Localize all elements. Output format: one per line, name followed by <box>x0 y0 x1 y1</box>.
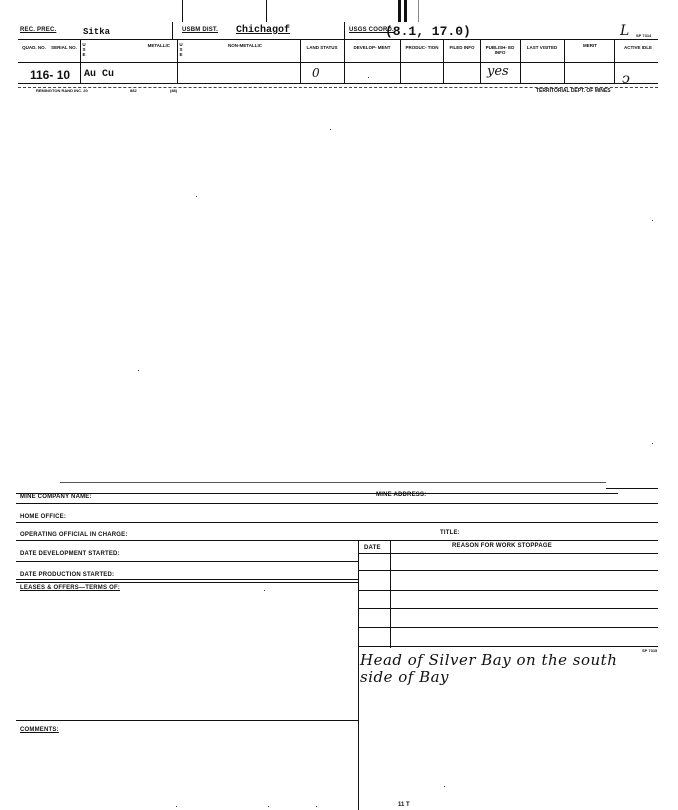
header-divider <box>344 22 345 40</box>
form-rule <box>16 540 658 541</box>
col-metallic: METALLIC <box>147 43 170 48</box>
col-use: U S E <box>82 42 86 57</box>
table-rule <box>358 627 658 628</box>
form-code: SP 7314 <box>636 33 652 38</box>
location-note-line-1: Head of Silver Bay on the south <box>360 651 618 669</box>
form-rule <box>16 493 618 494</box>
form-rule <box>16 582 358 583</box>
col-divider <box>400 40 401 83</box>
mine-address-label: MINE ADDRESS: <box>376 492 427 498</box>
corner-letter: L <box>620 23 630 39</box>
land-status-value: 0 <box>312 66 320 80</box>
operating-official-label: OPERATING OFFICIAL IN CHARGE: <box>20 532 128 538</box>
rec-prec-label: REC. PREC. <box>20 27 57 33</box>
rec-prec-value: Sitka <box>83 27 111 37</box>
mine-company-name-label: MINE COMPANY NAME: <box>20 494 92 500</box>
speck <box>196 196 197 197</box>
col-land-status: LAND STATUS <box>306 45 338 50</box>
speck <box>176 806 177 807</box>
speck <box>330 129 331 130</box>
published-value: yes <box>487 64 509 79</box>
usgs-coord-label: USGS COORD. <box>349 27 394 33</box>
active-idle-mark: ↄ <box>622 71 630 87</box>
printer-line: REMINGTON RAND INC. 20 <box>36 88 88 93</box>
col-divider <box>80 40 81 83</box>
table-rule <box>358 570 658 571</box>
form-rule <box>16 561 358 562</box>
form-rule <box>16 720 358 721</box>
table-rule <box>358 646 658 647</box>
col-divider <box>520 40 521 83</box>
usgs-coord-value: (8.1, 17.0) <box>385 24 471 39</box>
col-use-2: U S E <box>179 42 183 57</box>
form-top-rule <box>60 482 606 483</box>
form-rule <box>16 579 358 580</box>
col-divider <box>300 40 301 83</box>
speck <box>316 806 317 807</box>
top-mark <box>418 0 419 22</box>
comments-label: COMMENTS: <box>20 727 59 733</box>
leases-offers-label: LEASES & OFFERS—TERMS OF: <box>20 585 121 591</box>
date-development-label: DATE DEVELOPMENT STARTED: <box>20 551 120 557</box>
col-published-info: PUBLISH- ED INFO <box>485 45 515 55</box>
col-divider <box>564 40 565 83</box>
metallic-value: Au Cu <box>84 69 115 80</box>
speck <box>444 786 445 787</box>
top-mark <box>398 0 401 22</box>
reason-label: REASON FOR WORK STOPPAGE <box>452 543 552 549</box>
col-production: PRODUC- TION <box>405 45 439 50</box>
home-office-label: HOME OFFICE: <box>20 514 67 520</box>
header-rule <box>18 39 658 40</box>
col-active-idle: ACTIVE IDLE <box>623 45 652 50</box>
row-rule <box>18 83 658 84</box>
col-last-visited: LAST VISITED <box>526 45 558 50</box>
form-rule <box>16 503 658 504</box>
bottom-mark: 11 T <box>398 802 410 808</box>
column-header-rule <box>18 62 658 63</box>
col-merit: MERIT <box>583 43 597 48</box>
col-divider <box>443 40 444 83</box>
date-production-label: DATE PRODUCTION STARTED: <box>20 572 115 578</box>
form-rule <box>16 522 658 523</box>
date-col-divider <box>390 540 391 648</box>
department-label: TERRITORIAL DEPT. OF MINES <box>536 88 611 94</box>
top-mark <box>404 0 407 22</box>
table-rule <box>358 608 658 609</box>
col-divider <box>344 40 345 83</box>
speck <box>652 220 653 221</box>
speck <box>652 443 653 444</box>
top-divider <box>182 0 183 22</box>
col-non-metallic: NON-METALLIC <box>228 43 262 48</box>
col-serial-no: SERIAL NO. <box>51 45 77 50</box>
speck <box>268 806 269 807</box>
speck <box>138 370 139 371</box>
top-divider <box>266 0 267 22</box>
col-filed-info: FILED INFO <box>449 45 475 50</box>
printer-code-2: (88) <box>170 88 178 93</box>
col-divider <box>480 40 481 83</box>
form-center-divider <box>358 540 359 810</box>
table-rule <box>358 590 658 591</box>
printer-code-1: 882 <box>130 88 137 93</box>
header-divider <box>172 22 173 40</box>
date-label: DATE <box>364 545 381 551</box>
title-label: TITLE: <box>440 530 460 536</box>
usbm-dist-value: Chichagof <box>236 25 291 36</box>
speck <box>264 590 265 591</box>
location-note-line-2: side of Bay <box>360 668 450 686</box>
col-quad-no: QUAD. NO. <box>22 45 46 50</box>
quad-serial-value: 116- 10 <box>30 68 71 82</box>
col-divider <box>614 40 615 83</box>
form-code-2: SP 7315 <box>642 648 658 653</box>
speck <box>368 77 369 78</box>
col-development: DEVELOP- MENT <box>353 45 391 50</box>
table-rule <box>358 553 658 554</box>
usbm-dist-label: USBM DIST. <box>182 27 219 33</box>
col-divider <box>177 40 178 83</box>
form-rule-right <box>606 488 658 489</box>
